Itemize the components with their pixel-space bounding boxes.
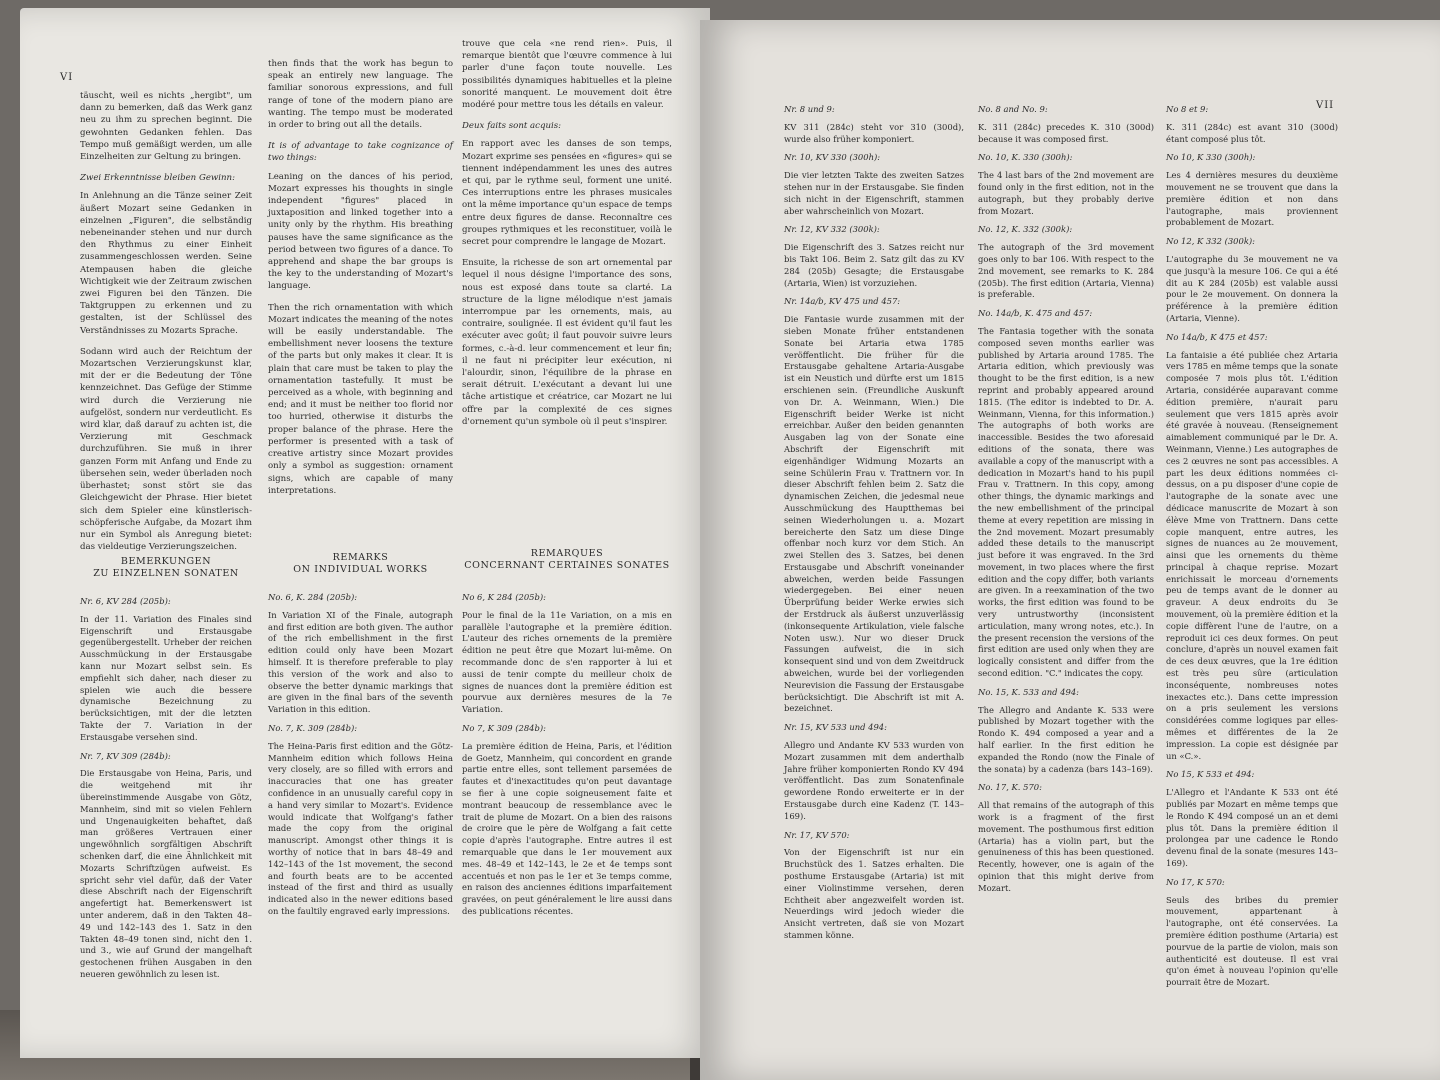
german-note-subheading: Nr. 14a/b, KV 475 und 457: — [784, 296, 901, 307]
french-paragraph: Pour le final de la 11e Variation, on a mis en parallèle l'autographe et la première édition. L'auteur des riches ornements de la première édition ne peut être que Mozart lui-même. On recommande donc de s'en rapporter à lui et aussi de tenir compte du meilleur choix de signes de nuances dont la première édition est pourvue aux dernières mesures de la 7e Variation. — [462, 609, 672, 715]
german-paragraph: In Anlehnung an die Tänze seiner Zeit äußert Mozart seine Gedanken in einzelnen „Figuren", die selbständig nebeneinander stehen und nur durch den Rhythmus zu einer Einheit zusammengeschlossen werden. Seine Atempausen haben die gleiche Wichtigkeit wie der Zeitraum zwischen zwei Figuren bei den Tänzen. Die Taktgruppen zu erkennen und zu gestalten, ist der Schlüssel des Verständnisses zu Mozarts Sprache. — [80, 191, 252, 336]
german-note-text: Von der Eigenschrift ist nur ein Bruchstück des 1. Satzes erhalten. Die posthume Erstausgabe (Artaria) ist mit einer Violinstimme versehen, deren Echtheit aber angezweifelt worden ist. Neuerdings wird jedoch wieder die Ansicht vertreten, daß sie von Mozart stammen könne. — [784, 847, 964, 940]
german-intro-column — [80, 90, 252, 562]
german-note-text: Die vier letzten Takte des zweiten Satzes stehen nur in der Erstausgabe. Sie finden sich nicht in der Eigenschrift, stammen aber wahrscheinlich von Mozart. — [784, 170, 964, 216]
english-note-text: The Fantasia together with the sonata composed seven months earlier was published by Artaria around 1785. The Artaria edition, which previously was thought to be the first edition, is a new reprint and probably appeared around 1815. (The editor is indebted to Dr. A. Weinmann, Vienna, for this information.) The autographs of both works are inaccessible. Besides the two aforesaid editions of the sonata, there was available a copy of the manuscript with a dedication in Mozart's hand to his pupil Frau v. Trattnern. In this copy, among other things, the dynamic markings and the new embellishment of the principal theme at every repetition are missing in the 2nd movement. Mozart presumably added these details to the manuscript just before it was engraved. In the 3rd movement, in two places where the first edition and the copy differ, both variants are given. In a reexamination of the two works, the first edition was found to be very untrustworthy (inconsistent articulation, many wrong notes, etc.). In the present recension the versions of the first edition are used only when they are logically consistent and differ from the second edition. "C." indicates the copy. — [978, 325, 1154, 679]
heading-english: REMARKS ON INDIVIDUAL WORKS — [293, 552, 428, 575]
german-note-text: Die Eigenschrift des 3. Satzes reicht nur bis Takt 106. Beim 2. Satz gilt das zu KV 284 (205b) Gesagte; die Erstausgabe (Artaria, Wien) ist vorzuziehen. — [784, 242, 964, 288]
french-paragraph: Ensuite, la richesse de son art ornemental par lequel il nous désigne l'importance des sons, nous est exposé dans toute sa clarté. La structure de la ligne mélodique n'est jamais interrompue par les ornements, mais, au contraire, soulignée. Il est évident qu'il faut les exécuter avec goût; il faut pouvoir suivre leurs formes, c.-à-d. leur commencement et leur fin; il ne faut ni précipiter leur exécution, ni l'alourdir, sinon, l'équilibre de la phrase en serait détruit. L'exécutant a devant lui une tâche artistique et créatrice, car Mozart ne lui offre par la complexité de ces signes d'ornement qu'un symbole où il peut s'inspirer. — [462, 258, 672, 427]
german-note-subheading: Nr. 8 und 9: — [784, 104, 835, 114]
english-note-text: K. 311 (284c) precedes K. 310 (300d) because it was composed first. — [978, 121, 1154, 144]
german-note-subheading: Nr. 15, KV 533 und 494: — [784, 722, 887, 733]
heading-french: REMARQUES CONCERNANT CERTAINES SONATES — [464, 548, 670, 571]
english-note-subheading: No. 14a/b, K. 475 and 457: — [978, 308, 1093, 319]
page-number-left: VI — [60, 72, 74, 83]
english-intro-column — [268, 58, 453, 506]
german-note-text: Die Fantasie wurde zusammen mit der sieben Monate früher entstandenen Sonate bei Artaria etwa 1785 veröffentlicht. Die früher für die Erstausgabe gehaltene Artaria-Ausgabe ist ein Neustich und dürfte erst um 1815 erschienen sein. (Freundliche Auskunft von Dr. A. Weinmann, Wien.) Die Eigenschrift beider Werke ist nicht erreichbar. Außer den beiden genannten Ausgaben lag von der Sonate eine Abschrift der Eigenschrift mit eigenhändiger Widmung Mozarts an seine Schülerin Frau v. Trattnern vor. In dieser Abschrift fehlen beim 2. Satz die dynamischen Zeichen, die jedesmal neue Ausschmückung des Hauptthemas bei seinen Wiederholungen u. a. Mozart bereicherte den Satz um diese Dinge offenbar noch kurz vor dem Stich. An zwei Stellen des 3. Satzes, bei denen Erstausgabe und Abschrift voneinander abweichen, werden beide Fassungen wiedergegeben. Bei einer neuen Überprüfung beider Werke erwies sich der Erstdruck als äußerst unzuverlässig (inkonsequente Artikulation, viele falsche Noten usw.). Nur wo dieser Druck Fassungen aufweist, die in sich konsequent sind und von dem Zweitdruck abweichen, wurde bei der vorliegenden Neurevision die Fassung der Erstausgabe berücksichtigt. Die Abschrift ist mit A. bezeichnet. — [784, 314, 964, 714]
french-notes-column — [1166, 98, 1338, 996]
english-notes-column — [978, 98, 1154, 902]
english-paragraph: Then the rich ornamentation with which Mozart indicates the meaning of the notes will be easily understandable. The embellishment never loosens the texture of the parts but only makes it clear. It is plain that care must be taken to play the ornamentation tastefully. It must be perceived as a whole, with beginning and end; and it must be neither too florid nor too hurried, otherwise it disturbs the proper balance of the phrase. Here the performer is presented with a task of creative artistry since Mozart provides only a symbol as suggestion: ornament signs, which are capable of many interpretations. — [268, 302, 453, 496]
english-paragraph: In Variation XI of the Finale, autograph and first edition are both given. The author of the rich embellishment in the first edition could only have been Mozart himself. It is therefore preferable to play this version of the work and also to observe the better dynamic markings that are given in the final bars of the seventh Variation in this edition. — [268, 609, 453, 715]
french-paragraph: La première édition de Heina, Paris, et l'édition de Goetz, Mannheim, qui concordent en grande partie entre elles, sont tellement parsemées de fautes et d'inexactitudes qu'on peut davantage se fier à une copie soigneusement faite et montrant beaucoup de ressemblance avec le trait de plume de Mozart. On a bien des raisons de croire que le père de Wolfgang a fait cette copie d'après l'autographe. Entre autres il est remarquable que dans le 1er mouvement aux mes. 48–49 et 142–143, le 2e et 4e temps sont accentués et non pas le 1er et 3e temps comme, en raison des anciennes éditions imparfaitement gravées, on peut généralement le lire aussi dans des publications récentes. — [462, 740, 672, 916]
french-note-subheading: No 8 et 9: — [1166, 104, 1209, 114]
german-subheading: Zwei Erkenntnisse bleiben Gewinn: — [80, 173, 235, 184]
english-paragraph: The Heina-Paris first edition and the Götz-Mannheim edition which follows Heina very closely, are so filled with errors and inaccuracies that one has greater confidence in an unusually careful copy in a hand very similar to Mozart's. Evidence would indicate that Wolfgang's father made the copy from the original manuscript. Amongst other things it is worthy of notice that in bars 48–49 and 142–143 of the 1st movement, the second and fourth beats are to be accented instead of the first and third as usually indicated also in the newer editions based on the faultily engraved early impressions. — [268, 740, 453, 916]
english-note-text: The autograph of the 3rd movement goes only to bar 106. With respect to the 2nd movement, see remarks to K. 284 (205b). The first edition (Artaria, Vienna) is preferable. — [978, 242, 1154, 300]
english-paragraph: then finds that the work has begun to speak an entirely new language. The familiar sonorous expressions, and full range of tone of the modern piano are wanting. The tempo must be moderated in order to bring out all the details. — [268, 59, 453, 131]
german-paragraph: In der 11. Variation des Finales sind Eigenschrift und Erstausgabe gegenübergestellt. Urheber der reichen Ausschmückung in der Erstausgabe kann nur Mozart selbst sein. Es empfiehlt sich daher, nach dieser zu spielen wie auch die bessere dynamische Bezeichnung zu berücksichtigen, mit der die letzten Takte der 7. Variation in der Erstausgabe versehen sind. — [80, 613, 252, 742]
french-note-subheading: No 12, K 332 (300k): — [1166, 236, 1255, 247]
french-note-subheading: No 15, K 533 et 494: — [1166, 769, 1255, 780]
page-number-right: VII — [1316, 100, 1335, 111]
english-note-text: The 4 last bars of the 2nd movement are found only in the first edition, not in the autograph, but they probably derive from Mozart. — [978, 170, 1154, 216]
french-intro-column — [462, 38, 672, 437]
german-note-text: Allegro und Andante KV 533 wurden von Mozart zusammen mit dem anderthalb Jahre früher komponierten Rondo KV 494 veröffentlicht. Das zum Sonatenfinale gewordene Rondo erweiterte er in der Erstausgabe durch eine Kadenz (T. 143–169). — [784, 740, 964, 821]
french-note-subheading: No 17, K 570: — [1166, 876, 1225, 887]
german-subheading: Nr. 7, KV 309 (284b): — [80, 750, 171, 761]
french-note-subheading: No 10, K 330 (300h): — [1166, 152, 1256, 163]
english-note-text: All that remains of the autograph of this work is a fragment of the first movement. The posthumous first edition (Artaria) has a violin part, but the genuineness of this has been questioned. Recently, however, one is again of the opinion that this might derive from Mozart. — [978, 800, 1154, 893]
right-page — [700, 20, 1440, 1080]
english-note-text: The Allegro and Andante K. 533 were published by Mozart together with the Rondo K. 494 composed a year and a half earlier. In the first edition he expanded the Rondo (now the Finale of the sonata) by a cadenza (bars 143–169). — [978, 704, 1154, 774]
english-note-subheading: No. 8 and No. 9: — [978, 104, 1048, 114]
left-page — [20, 8, 710, 1058]
english-note-subheading: No. 10, K. 330 (300h): — [978, 152, 1073, 163]
english-remarks-column — [268, 586, 453, 925]
german-remarks-column — [80, 590, 252, 988]
german-notes-column — [784, 98, 964, 949]
english-paragraph: Leaning on the dances of his period, Mozart expresses his thoughts in single independent "figures" placed in juxtaposition and linked together into a unity only by the rhythm. His breathing pauses have the same significance as the period between two figures of a dance. To apprehend and shape the bar groups is the key to the understanding of Mozart's language. — [268, 171, 453, 292]
french-note-text: La fantaisie a été publiée chez Artaria vers 1785 en même temps que la sonate composée 7 mois plus tôt. L'édition Artaria, considérée auparavant comme édition première, n'aurait paru seulement que vers 1815 après avoir été gravée à nouveau. (Renseignement aimablement communiqué par le Dr. A. Weinmann, Vienne.) Les autographes de ces 2 œuvres ne sont pas accessibles. A part les deux éditions nommées ci-dessus, on a pu disposer d'une copie de l'autographe de la sonate avec une dédicace manuscrite de Mozart à son élève Mme von Trattnern. Dans cette copie manquent, entre autres, les signes de nuances au 2e mouvement, ainsi que les ornements du thème principal à chaque reprise. Mozart enrichissait le morceau d'ornements peu de temps avant de le donner au graveur. A deux endroits du 3e mouvement, où la première édition et la copie diffèrent l'une de l'autre, on a reproduit ici ces deux formes. On peut conclure, d'après un nouvel examen fait de ces deux œuvres, que la 1re édition est très peu sûre (articulation inconséquente, nombreuses notes inexactes etc.). Dans cette impression on a pris seulement les versions considérées comme logiques par elles-mêmes et différentes de la 2e impression. La copie est désignée par un «C.». — [1166, 349, 1338, 761]
german-note-text: KV 311 (284c) steht vor 310 (300d), wurde also früher komponiert. — [784, 121, 964, 144]
english-subheading: It is of advantage to take cognizance of two things: — [268, 141, 453, 164]
french-note-subheading: No 14a/b, K 475 et 457: — [1166, 331, 1268, 342]
french-subheading: Deux faits sont acquis: — [462, 121, 562, 132]
english-note-subheading: No. 17, K. 570: — [978, 782, 1042, 793]
english-subheading: No. 7, K. 309 (284b): — [268, 722, 358, 733]
english-subheading: No. 6, K. 284 (205b): — [268, 592, 358, 602]
german-subheading: Nr. 6, KV 284 (205b): — [80, 596, 171, 606]
german-note-subheading: Nr. 12, KV 332 (300k): — [784, 224, 880, 235]
english-note-subheading: No. 15, K. 533 and 494: — [978, 686, 1079, 697]
french-remarks-column — [462, 586, 672, 925]
french-note-text: K. 311 (284c) est avant 310 (300d) étant composé plus tôt. — [1166, 121, 1338, 144]
french-note-text: Les 4 dernières mesures du deuxième mouvement ne se trouvent que dans la première édition et non dans l'autographe, mais proviennent probablement de Mozart. — [1166, 170, 1338, 228]
german-paragraph: Sodann wird auch der Reichtum der Mozartschen Verzierungskunst klar, mit der er die Bedeutung der Töne kennzeichnet. Das Gefüge der Stimme wird durch die Verzierung nie aufgelöst, sondern nur verdeutlicht. Es wird klar, daß darauf zu achten ist, die Verzierung mit Geschmack durchzuführen. Sie muß in ihrer ganzen Form mit Anfang und Ende zu übersehen sein, weder überladen noch überhastet; sonst stört sie das Gleichgewicht der Phrase. Hier bietet sich dem Spieler eine künstlerisch-schöpferische Aufgabe, da Mozart ihm nur ein Symbol als Anregung bietet: das vieldeutige Verzierungszeichen. — [80, 346, 252, 553]
german-paragraph: täuscht, weil es nichts „hergibt", um dann zu bemerken, daß das Werk ganz neu zu ihm zu sprechen beginnt. Die gewohnten Gedanken fehlen. Das Tempo muß gemäßigt werden, um alle Einzelheiten zur Geltung zu bringen. — [80, 91, 252, 163]
french-note-text: L'autographe du 3e mouvement ne va que jusqu'à la mesure 106. Ce qui a été dit au K 284 (205b) est valable aussi pour le 2e mouvement. On donnera la préférence à la première édition (Artaria, Vienne). — [1166, 253, 1338, 323]
german-paragraph: Die Erstausgabe von Heina, Paris, und die weitgehend mit ihr übereinstimmende Ausgabe von Götz, Mannheim, sind mit so vielen Fehlern und Ungenauigkeiten behaftet, daß man größeres Vertrauen einer ungewöhnlich sorgfältigen Abschrift schenken darf, die eine Ähnlichkeit mit Mozarts Schriftzügen aufweist. Es spricht sehr viel dafür, daß der Vater diese Abschrift nach der Eigenschrift angefertigt hat. Bemerkenswert ist unter anderem, daß in den Takten 48–49 und 142–143 des 1. Satz in den Takten 48–49 tonen sind, nicht den 1. und 3., wie auf Grund der mangelhaft gestochenen frühen Ausgaben in den neueren gewöhnlich zu lesen ist. — [80, 768, 252, 979]
french-subheading: No 6, K 284 (205b): — [462, 592, 546, 602]
french-note-text: Seuls des bribes du premier mouvement, appartenant à l'autographe, ont été conservées. La première édition posthume (Artaria) est pourvue de la partie de violon, mais son authenticité est douteuse. Il est vrai qu'on émet à nouveau l'opinion qu'elle pourrait être de Mozart. — [1166, 894, 1338, 988]
french-subheading: No 7, K 309 (284b): — [462, 722, 546, 733]
english-note-subheading: No. 12, K. 332 (300k): — [978, 224, 1073, 235]
german-note-subheading: Nr. 10, KV 330 (300h): — [784, 152, 881, 163]
heading-german: BEMERKUNGEN ZU EINZELNEN SONATEN — [93, 556, 239, 579]
german-note-subheading: Nr. 17, KV 570: — [784, 829, 850, 840]
french-paragraph: trouve que cela «ne rend rien». Puis, il remarque bientôt que l'œuvre commence à lui parler d'une façon toute nouvelle. Les possibilités dynamiques habituelles et la pleine sonorité manquent. Le mouvement doit être modéré pour mettre tous les détails en valeur. — [462, 39, 672, 111]
french-note-text: L'Allegro et l'Andante K 533 ont été publiés par Mozart en même temps que le Rondo K 494 composé un an et demi plus tôt. Dans la première édition il prolongea par une cadence le Rondo devenu final de la sonate (mesures 143–169). — [1166, 787, 1338, 869]
french-paragraph: En rapport avec les danses de son temps, Mozart exprime ses pensées en «figures» qui se tiennent indépendamment les unes des autres et qui, par le rythme seul, forment une unité. Ces interruptions entre les phrases musicales ont la même importance qu'un espace de temps entre deux figures de danse. Reconnaître ces groupes rythmiques et les reconstituer, voilà le secret pour comprendre le langage de Mozart. — [462, 139, 672, 248]
